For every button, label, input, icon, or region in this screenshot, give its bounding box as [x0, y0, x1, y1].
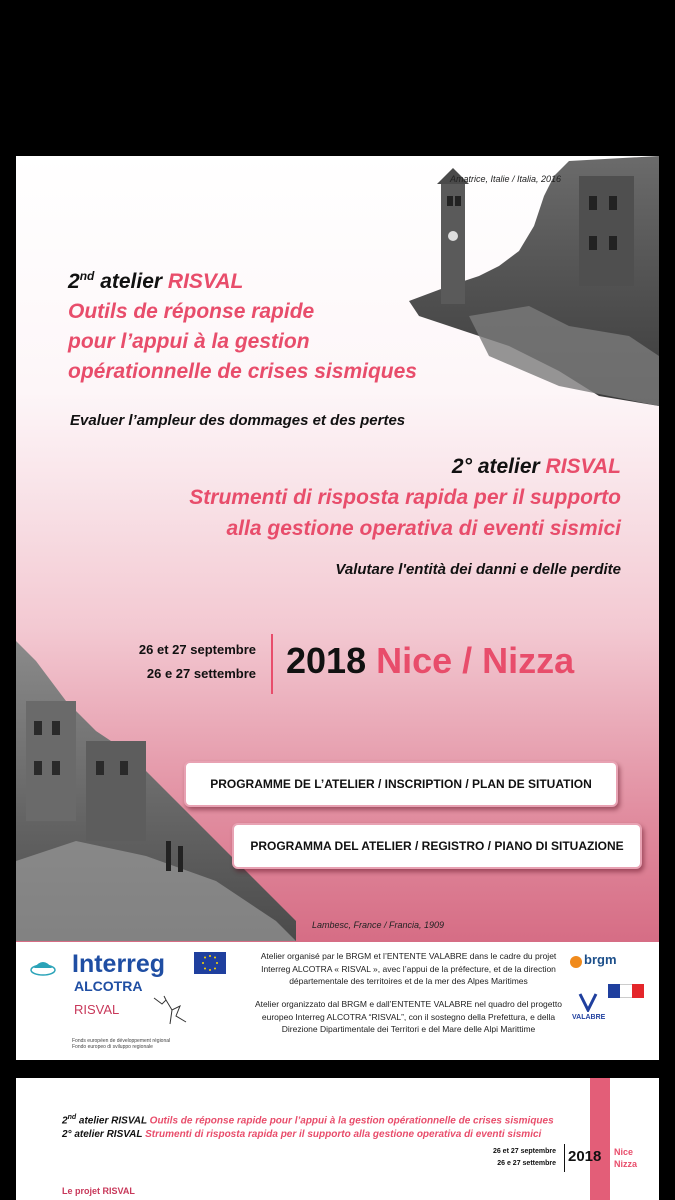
programme-fr-button[interactable]: PROGRAMME DE L’ATELIER / INSCRIPTION / PLAN DE SITUATION [184, 761, 618, 807]
french-title-line: 2nd atelier RISVAL [68, 269, 244, 293]
amatrice-ruins-photo [409, 156, 659, 406]
page-two-dates: 26 et 27 septembre 26 e 27 settembre [492, 1148, 556, 1167]
french-title-line-3: opérationnelle de crises sismiques [68, 360, 417, 383]
page-two-city: Nice Nizza [614, 1147, 638, 1169]
date-italian: 26 e 27 settembre [146, 666, 256, 681]
photo-caption-amatrice: Amatrice, Italie / Italia, 2016 [449, 174, 561, 184]
fonds-text: Fonds européen de développement régional Fondo europeo di sviluppo regionale [72, 1038, 171, 1050]
brgm-logo: brgm [584, 952, 617, 967]
italian-subtitle: Valutare l'entità dei danni e delle perdite [335, 561, 621, 578]
french-subtitle: Evaluer l’ampleur des dommages et des pertes [70, 412, 406, 429]
italian-title-line: 2° atelier RISVAL [451, 455, 621, 478]
footer-text-french: Atelier organisé par le BRGM et l’ENTENTE VALABRE dans le cadre du projet Interreg ALCOTRA « RISVAL », avec l’appui de la préfecture, et de la direction départementale des territoires et de la mer des Alpes Maritimes [260, 951, 557, 986]
crack-logo-icon [152, 994, 192, 1030]
italian-heading [189, 451, 621, 544]
page-two-preview [16, 1078, 659, 1200]
photo-caption-lambesc: Lambesc, France / Francia, 1909 [312, 920, 445, 930]
event-year-city: 2018 Nice / Nizza [286, 640, 575, 681]
republique-francaise-logo [608, 984, 644, 1006]
interreg-logo: Interreg [72, 950, 166, 978]
italian-title-line-2: alla gestione operativa di eventi sismici [226, 517, 621, 540]
valabre-label: VALABRE [572, 1014, 606, 1021]
poster-footer [16, 942, 659, 1060]
date-french: 26 et 27 septembre [138, 642, 256, 657]
event-dates [111, 638, 256, 686]
valabre-v-icon [578, 992, 598, 1012]
page-two-divider [564, 1144, 565, 1172]
page-two-line-it: 2° atelier RISVAL Strumenti di risposta rapida per il supporto alla gestione operativa di eventi sismici [62, 1129, 542, 1140]
french-title-line-2: pour l’appui à la gestion [68, 330, 310, 353]
event-poster [16, 156, 659, 942]
french-heading [68, 261, 417, 387]
date-divider [271, 634, 273, 694]
footer-text-italian: Atelier organizzato dal BRGM e dall’ENTENTE VALABRE nel quadro del progetto europeo Interreg ALCOTRA “RISVAL”, con il sostegno della Prefettura, e della Direzione Dipartimentale dei Territori e del Mare delle Alpi Marittime [255, 999, 562, 1034]
alcotra-globe-icon [30, 956, 56, 976]
french-title-line-1: Outils de réponse rapide [68, 300, 315, 323]
brgm-dot-icon [570, 956, 582, 968]
page-two-line-fr: 2nd atelier RISVAL Outils de réponse rapide pour l’appui à la gestion opérationnelle de crises sismiques [62, 1114, 554, 1127]
risval-label: RISVAL [74, 1002, 120, 1017]
alcotra-label: ALCOTRA [74, 978, 143, 994]
programme-it-button[interactable]: PROGRAMMA DEL ATELIER / REGISTRO / PIANO DI SITUAZIONE [232, 823, 642, 869]
page-two-section-heading: Le projet RISVAL [62, 1186, 135, 1196]
page-two-accent-strip [590, 1078, 610, 1200]
page-two-year: 2018 [568, 1148, 602, 1165]
eu-flag-icon [194, 952, 226, 974]
italian-title-line-1: Strumenti di risposta rapida per il supporto [189, 486, 621, 509]
